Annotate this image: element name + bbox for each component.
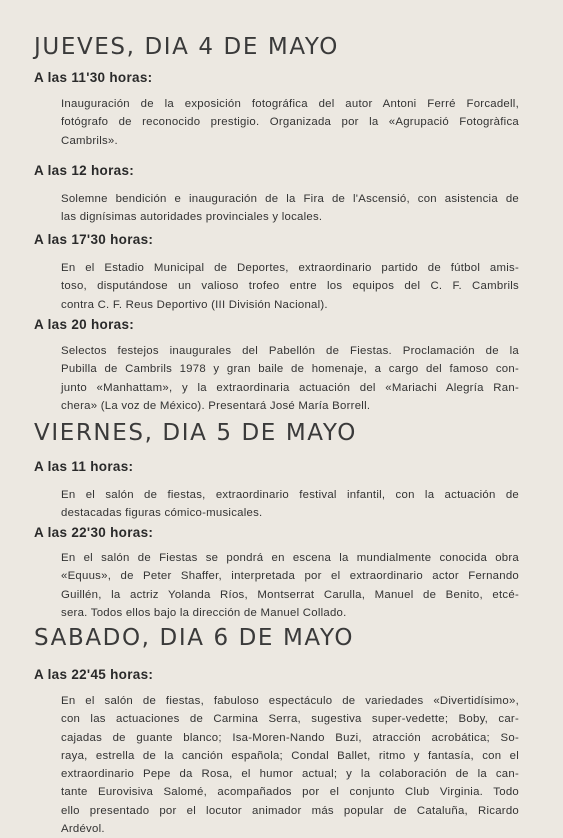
text-line: contra C. F. Reus Deportivo (III División Nacional). (61, 298, 328, 311)
text-line: En el salón de Fiestas se pondrá en escena la mundialmente conocida obra (61, 552, 519, 564)
text-line: extraordinario Pepe da Rosa, el humor actual; y la colaboración de la can- (61, 768, 519, 781)
text-line: En el Estadio Municipal de Deportes, extraordinario partido de fútbol amis- (61, 262, 519, 274)
text-line: raya, estrella de la canción española; Condal Ballet, ritmo y fantasía, con el (61, 749, 519, 762)
event-description (61, 259, 519, 314)
event-time: A las 12 horas: (34, 163, 135, 178)
text-line: destacadas figuras cómico-musicales. (61, 507, 263, 520)
event-description (61, 692, 519, 838)
day-heading-viernes: VIERNES, DIA 5 DE MAYO (34, 420, 357, 446)
event-time: A las 11'30 horas: (34, 70, 153, 85)
event-description (61, 190, 519, 227)
text-line: tante Eurovisiva Salomé, acompañados por el conjunto Club Virginia. Todo (61, 786, 519, 799)
event-time: A las 22'30 horas: (34, 525, 154, 540)
text-line: las dignísimas autoridades provinciales y locales. (61, 211, 323, 224)
text-line: Pubilla de Cambrils 1978 y gran baile de homenaje, a cargo del famoso con- (61, 363, 519, 376)
text-line: Solemne bendición e inauguración de la Fira de l'Ascensió, con asistencia de (61, 193, 519, 205)
text-line: En el salón de fiestas, extraordinario festival infantil, con la actuación de (61, 489, 519, 501)
text-line: Inauguración de la exposición fotográfica del autor Antoni Ferré Forcadell, (61, 98, 519, 110)
text-line: Cambrils». (61, 134, 118, 147)
event-description (61, 486, 519, 523)
day-heading-jueves: JUEVES, DIA 4 DE MAYO (34, 34, 339, 60)
event-time: A las 20 horas: (34, 317, 135, 332)
event-time: A las 11 horas: (34, 459, 134, 474)
text-line: Ardévol. (61, 823, 105, 836)
text-line: fotógrafo de reconocido prestigio. Organizada por la «Agrupació Fotogràfica (61, 116, 519, 129)
text-line: «Equus», de Peter Shaffer, interpretada por el extraordinario actor Fernando (61, 570, 519, 583)
day-heading-sabado: SABADO, DIA 6 DE MAYO (34, 625, 355, 651)
text-line: toso, disputándose un valioso trofeo entre los equipos del C. F. Cambrils (61, 280, 519, 293)
event-description (61, 549, 519, 622)
event-description (61, 95, 519, 150)
text-line: chera» (La voz de México). Presentará José María Borrell. (61, 399, 371, 412)
text-line: junto «Manhattam», y la extraordinaria actuación del «Mariachi Alegría Ran- (61, 381, 519, 394)
text-line: Guillén, la actriz Yolanda Ríos, Montserrat Carulla, Manuel de Benito, etcé- (61, 588, 519, 601)
text-line: En el salón de fiestas, fabuloso espectáculo de variedades «Divertidísimo», (61, 695, 519, 707)
event-time: A las 17'30 horas: (34, 232, 154, 247)
event-description (61, 342, 519, 415)
text-line: cajadas de guante blanco; Isa-Moren-Nando Buzi, atracción acrobática; So- (61, 731, 519, 744)
text-line: sera. Todos ellos bajo la dirección de Manuel Collado. (61, 606, 347, 619)
text-line: con las actuaciones de Carmina Serra, sugestiva super-vedette; Boby, car- (61, 713, 519, 726)
text-line: Selectos festejos inaugurales del Pabellón de Fiestas. Proclamación de la (61, 345, 519, 357)
event-time: A las 22'45 horas: (34, 667, 154, 682)
text-line: ello presentado por el locutor animador más popular de Cataluña, Ricardo (61, 804, 519, 817)
